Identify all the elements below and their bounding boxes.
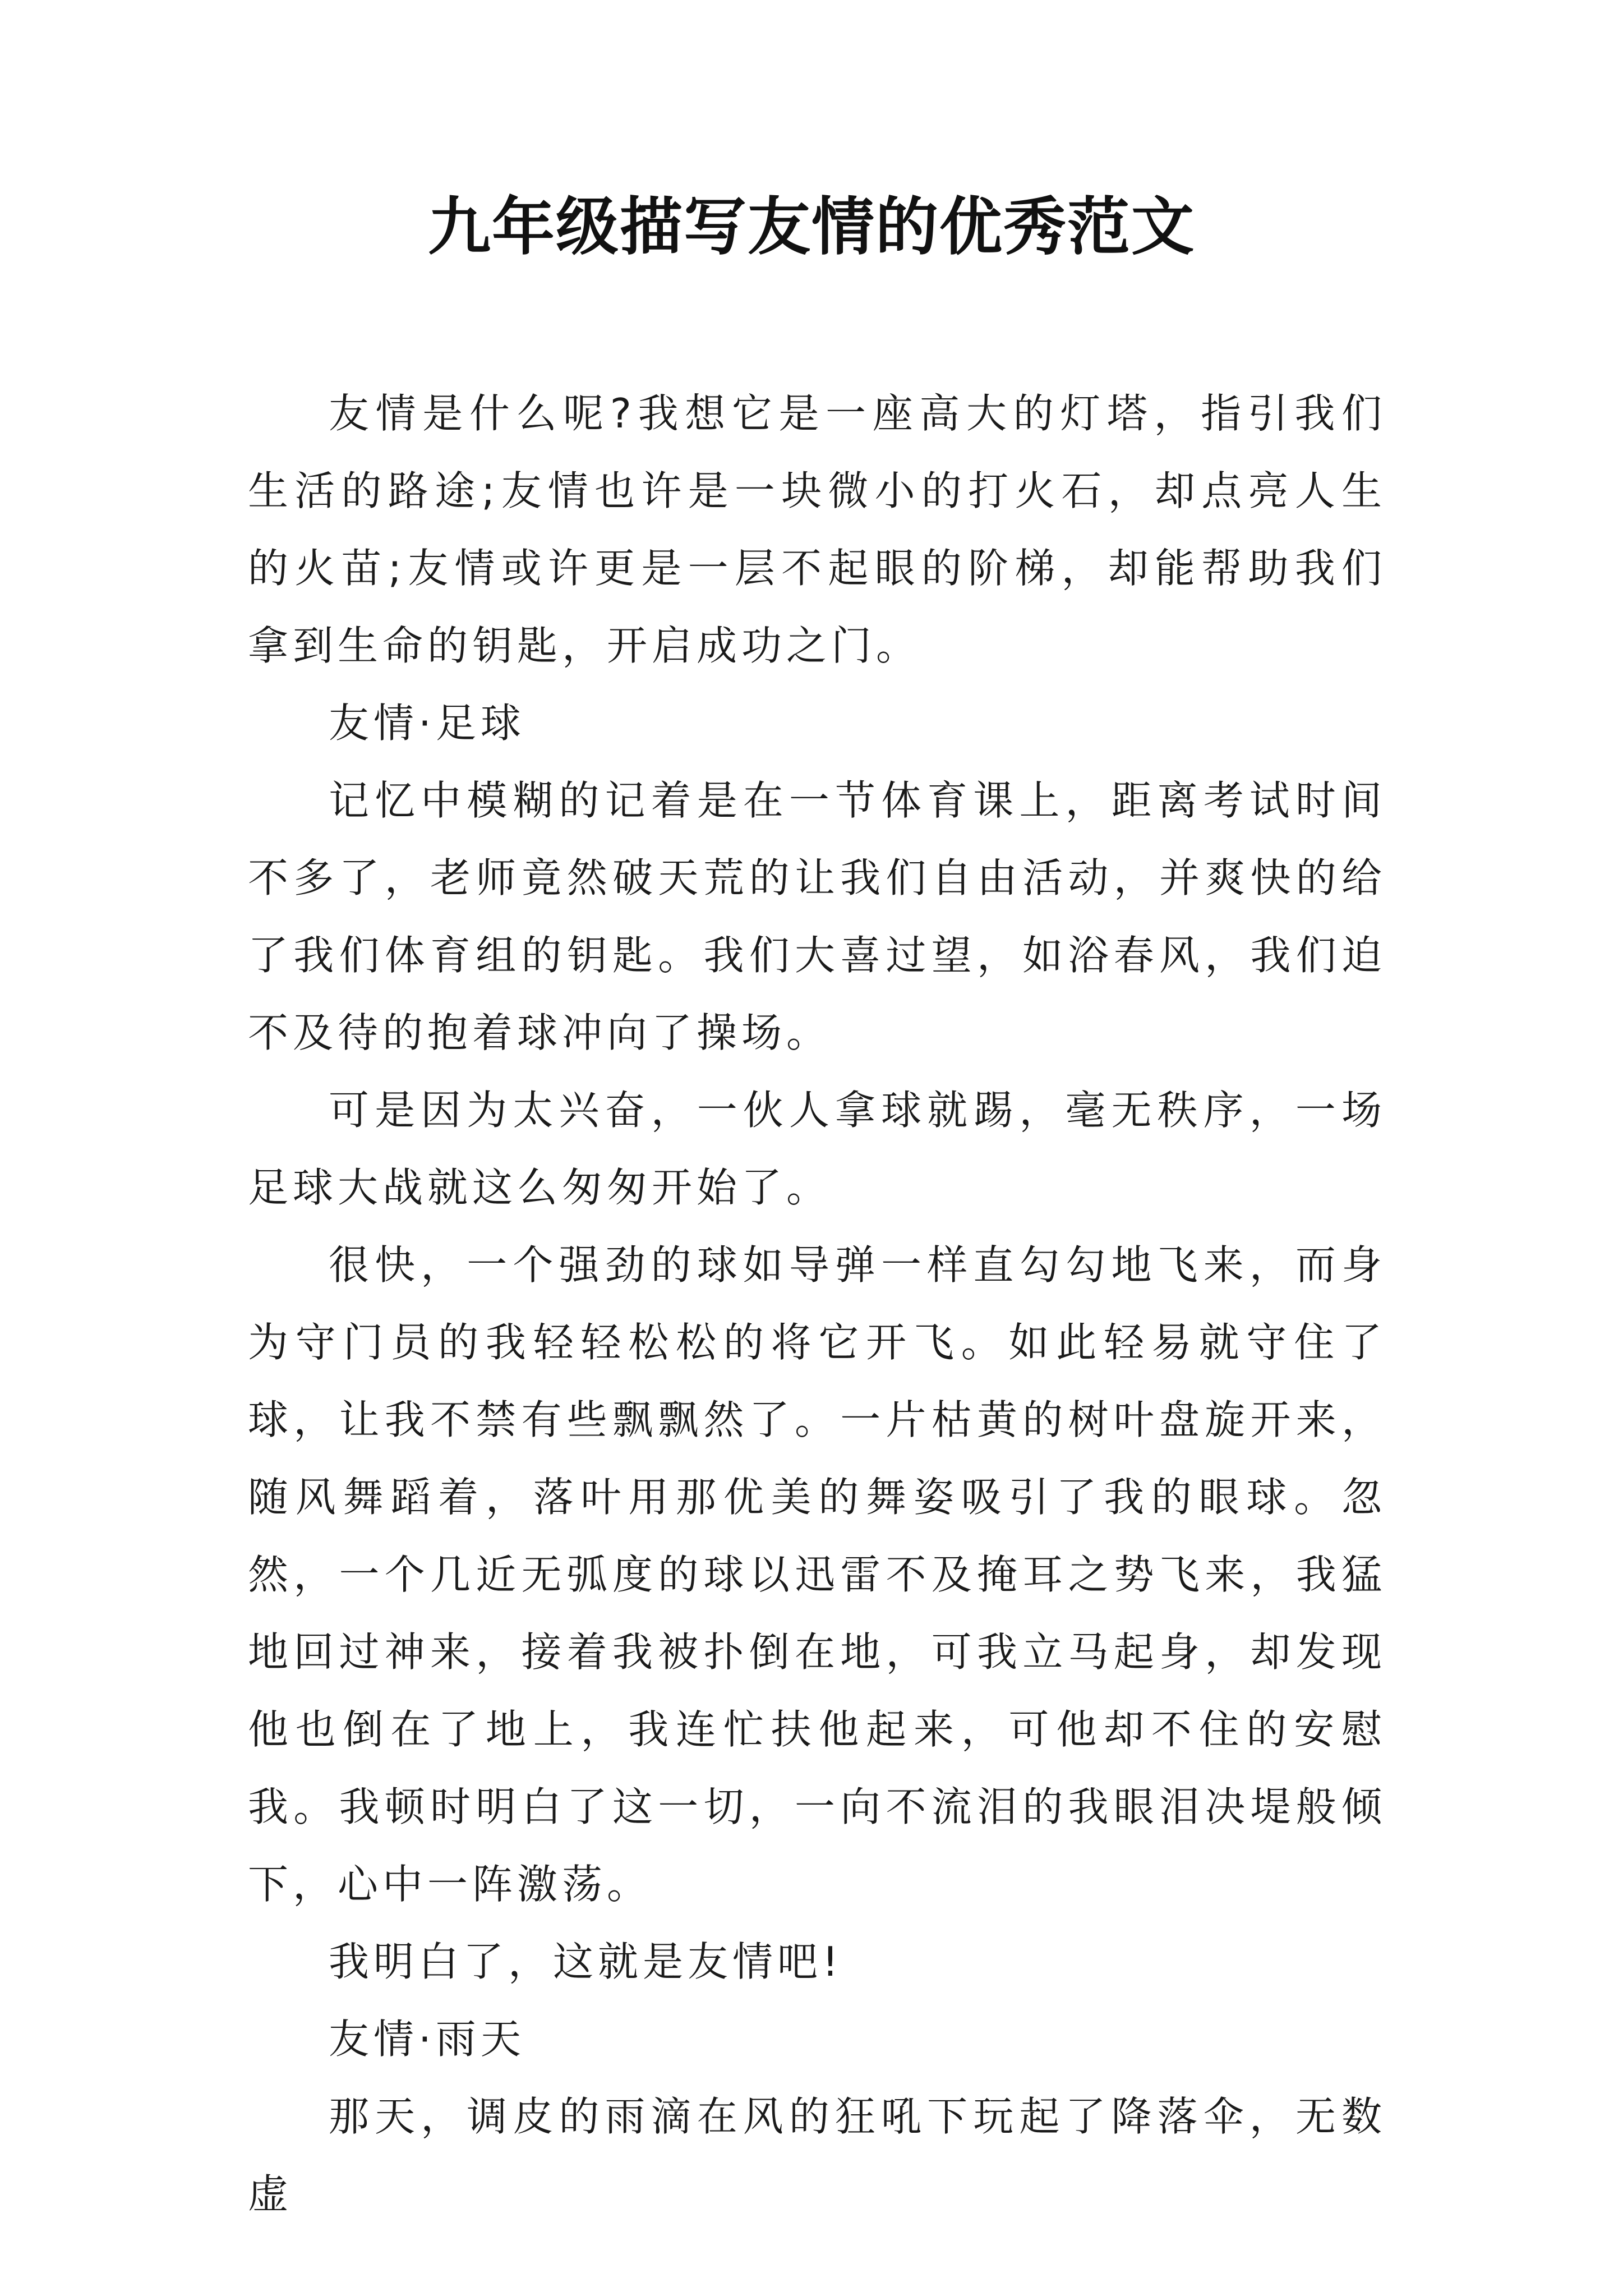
paragraph-intro: 友情是什么呢?我想它是一座高大的灯塔，指引我们生活的路途;友情也许是一块微小的打火石，却点亮人生的火苗;友情或许更是一层不起眼的阶梯，却能帮助我们拿到生命的钥匙，开启成功之门。	[248, 390, 1386, 669]
section-heading-football: 友情·足球	[329, 700, 525, 747]
paragraph-rain-start: 那天，调皮的雨滴在风的狂吼下玩起了降落伞，无数虚	[248, 2093, 1386, 2217]
paragraph-excitement: 可是因为太兴奋，一伙人拿球就踢，毫无秩序，一场足球大战就这么匆匆开始了。	[248, 1087, 1386, 1211]
document-title: 九年级描写友情的优秀范文	[428, 190, 1195, 264]
paragraph-memory: 记忆中模糊的记着是在一节体育课上，距离考试时间不多了，老师竟然破天荒的让我们自由活动，并爽快的给了我们体育组的钥匙。我们大喜过望，如浴春风，我们迫不及待的抱着球冲向了操场。	[248, 777, 1386, 1056]
document-body	[248, 375, 1386, 2233]
paragraph-goalkeeper: 很快，一个强劲的球如导弹一样直勾勾地飞来，而身为守门员的我轻轻松松的将它开飞。如此轻易就守住了球，让我不禁有些飘飘然了。一片枯黄的树叶盘旋开来，随风舞蹈着，落叶用那优美的舞姿吸引了我的眼球。忽然，一个几近无弧度的球以迅雷不及掩耳之势飞来，我猛地回过神来，接着我被扑倒在地，可我立马起身，却发现他也倒在了地上，我连忙扶他起来，可他却不住的安慰我。我顿时明白了这一切，一向不流泪的我眼泪决堤般倾下，心中一阵激荡。	[248, 1241, 1386, 1908]
section-heading-rain: 友情·雨天	[329, 2016, 525, 2063]
paragraph-realization: 我明白了，这就是友情吧!	[329, 1938, 843, 1985]
